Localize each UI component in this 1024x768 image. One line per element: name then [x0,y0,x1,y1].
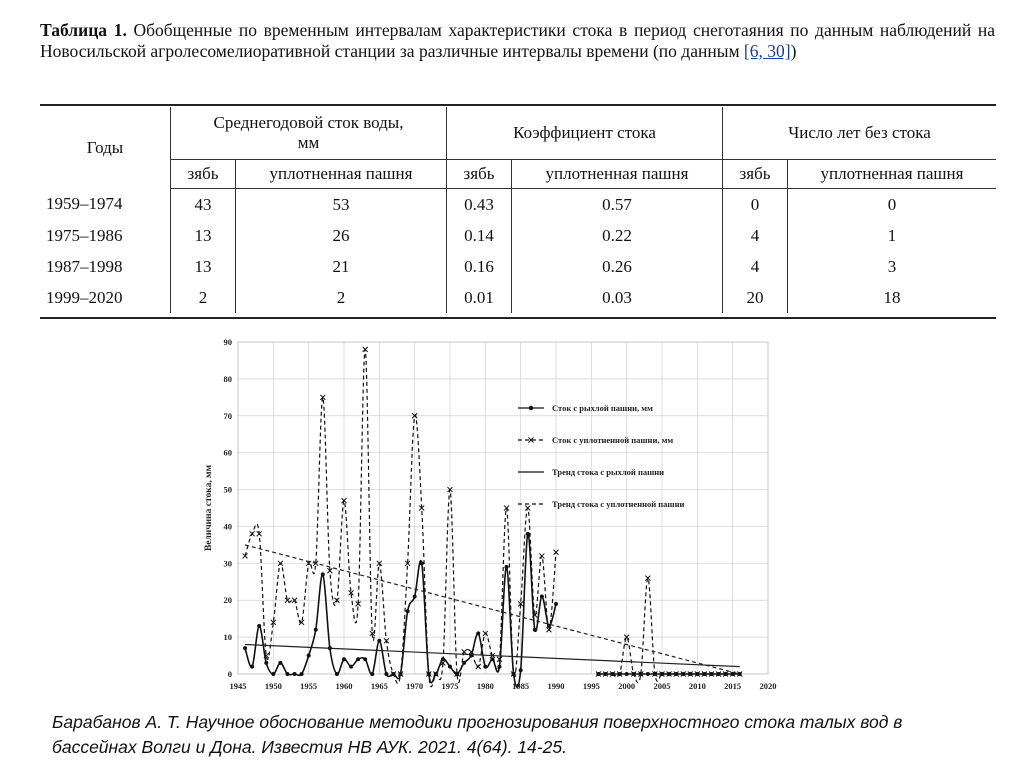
cell-value: 20 [723,282,788,313]
cell-value: 13 [171,220,236,251]
series-line [245,349,556,686]
series-line [598,578,739,683]
cell-value: 26 [236,220,447,251]
legend [518,403,684,509]
cell-value: 4 [723,220,788,251]
x-tick-label: 1950 [264,681,282,691]
table-row [40,220,996,251]
subheader-compacted-field: уплотненная пашня [788,160,997,189]
x-tick-label: 1975 [441,681,459,691]
header-years-without-runoff: Число лет без стока [723,107,997,160]
cell-years: 1975–1986 [46,225,123,245]
data-point [370,672,374,676]
data-point [483,665,487,669]
data-point [554,602,558,606]
x-tick-label: 1945 [229,681,247,691]
cell-value: 0.22 [512,220,723,251]
runoff-chart [200,330,780,700]
table-top-rule [40,104,996,106]
legend-marker [529,406,533,410]
data-point [476,664,481,669]
cell-years: 1959–1974 [46,194,123,214]
table-bottom-rule [40,317,996,319]
table-caption [40,20,995,62]
y-tick-label: 30 [223,558,232,569]
cell-value: 0.14 [447,220,512,251]
cell-value: 0.03 [512,282,723,313]
data-point [300,672,304,676]
data-point [363,657,367,661]
data-point [384,672,388,676]
legend-label: Сток с уплотненной пашни, мм [552,435,674,445]
data-point [342,657,346,661]
x-tick-label: 2010 [688,681,706,691]
data-point [462,661,466,665]
y-tick-label: 70 [223,410,232,421]
x-tick-label: 1985 [512,681,530,691]
cell-value: 21 [236,251,447,282]
data-point [349,665,353,669]
data-point [243,646,247,650]
x-tick-label: 2005 [653,681,671,691]
data-point [519,668,523,672]
x-tick-label: 1970 [406,681,424,691]
y-tick-label: 90 [223,337,232,347]
table-row [40,282,996,313]
subheader-compacted-field: уплотненная пашня [236,160,447,189]
data-point [250,665,254,669]
caption-reference-link[interactable]: [6, 30] [743,41,791,61]
x-tick-label: 1995 [582,681,600,691]
x-tick-label: 2000 [618,681,636,691]
subheader-autumn-tillage: зябь [171,160,236,189]
caption-label: Таблица 1. [40,20,127,40]
header-runoff-coefficient: Коэффициент стока [447,107,723,160]
cell-years: 1987–1998 [46,256,123,276]
data-point [293,672,297,676]
series-line [245,533,556,687]
data-point [505,565,509,569]
caption-close: ) [790,41,797,61]
cell-value: 0.01 [447,282,512,313]
data-point [646,672,650,676]
cell-years: 1999–2020 [46,287,123,307]
header-avg-runoff: Среднегодовой сток воды, мм [171,107,447,160]
cell-value: 0 [723,189,788,221]
data-point [250,531,255,536]
data-point [278,661,282,665]
data-point [271,672,275,676]
subheader-compacted-field: уплотненная пашня [512,160,723,189]
legend-label: Тренд стока с уплотненной пашни [552,499,685,509]
y-tick-label: 40 [223,521,232,532]
cell-value: 2 [171,282,236,313]
data-point [377,639,381,643]
cell-value: 43 [171,189,236,221]
x-tick-label: 1980 [476,681,494,691]
y-tick-label: 0 [227,669,232,679]
data-point [540,595,544,599]
data-point [257,624,261,628]
data-point [406,609,410,613]
y-tick-label: 10 [223,632,232,643]
data-point [314,628,318,632]
y-tick-label: 80 [223,373,232,384]
legend-label: Сток с рыхлой пашни, мм [552,403,653,413]
x-tick-label: 1990 [547,681,565,691]
y-tick-label: 50 [223,484,232,495]
series-2 [243,347,743,687]
data-point [526,532,530,536]
data-point [476,631,480,635]
series-3 [245,644,740,666]
data-point [413,595,417,599]
data-point [335,672,339,676]
cell-value: 53 [236,189,447,221]
data-point [533,628,537,632]
cell-value: 0 [788,189,997,221]
y-tick-label: 60 [223,447,232,458]
subheader-autumn-tillage: зябь [447,160,512,189]
data-point [264,661,268,665]
y-axis-label: Величина стока, мм [204,464,214,552]
data-point [321,572,325,576]
x-tick-label: 2020 [759,681,777,691]
cell-value: 18 [788,282,997,313]
x-tick-label: 1960 [335,681,353,691]
data-point [625,672,629,676]
subheader-autumn-tillage: зябь [723,160,788,189]
header-years: Годы [86,137,124,157]
x-tick-label: 1965 [370,681,388,691]
citation: Барабанов А. Т. Научное обоснование методики прогнозирования поверхностного стока талых вод в бассейнах Волги и Дона. Известия НВ АУК. 2021. 4(64). 14-25. [52,712,903,757]
cell-value: 13 [171,251,236,282]
cell-value: 0.43 [447,189,512,221]
cell-value: 1 [788,220,997,251]
data-point [420,561,424,565]
data-point [307,654,311,658]
y-tick-label: 20 [223,595,232,606]
data-point [285,672,289,676]
table-row [40,251,996,282]
caption-text: Обобщенные по временным интервалам характеристики стока в период снеготаяния по данным наблюдений на Новосильской агролесомелиоративной станции за различные интервалы времени (по данным [40,20,996,61]
cell-value: 3 [788,251,997,282]
legend-label: Тренд стока с рыхлой пашни [552,467,665,477]
cell-value: 4 [723,251,788,282]
table-row [40,189,996,221]
cell-value: 0.57 [512,189,723,221]
cell-value: 0.16 [447,251,512,282]
data-point [645,576,650,581]
data-point [356,657,360,661]
runoff-table [40,107,996,313]
data-point [448,665,452,669]
trend-line [245,644,740,666]
x-tick-label: 2015 [724,681,742,691]
x-tick-label: 1955 [300,681,318,691]
cell-value: 2 [236,282,447,313]
cell-value: 0.26 [512,251,723,282]
